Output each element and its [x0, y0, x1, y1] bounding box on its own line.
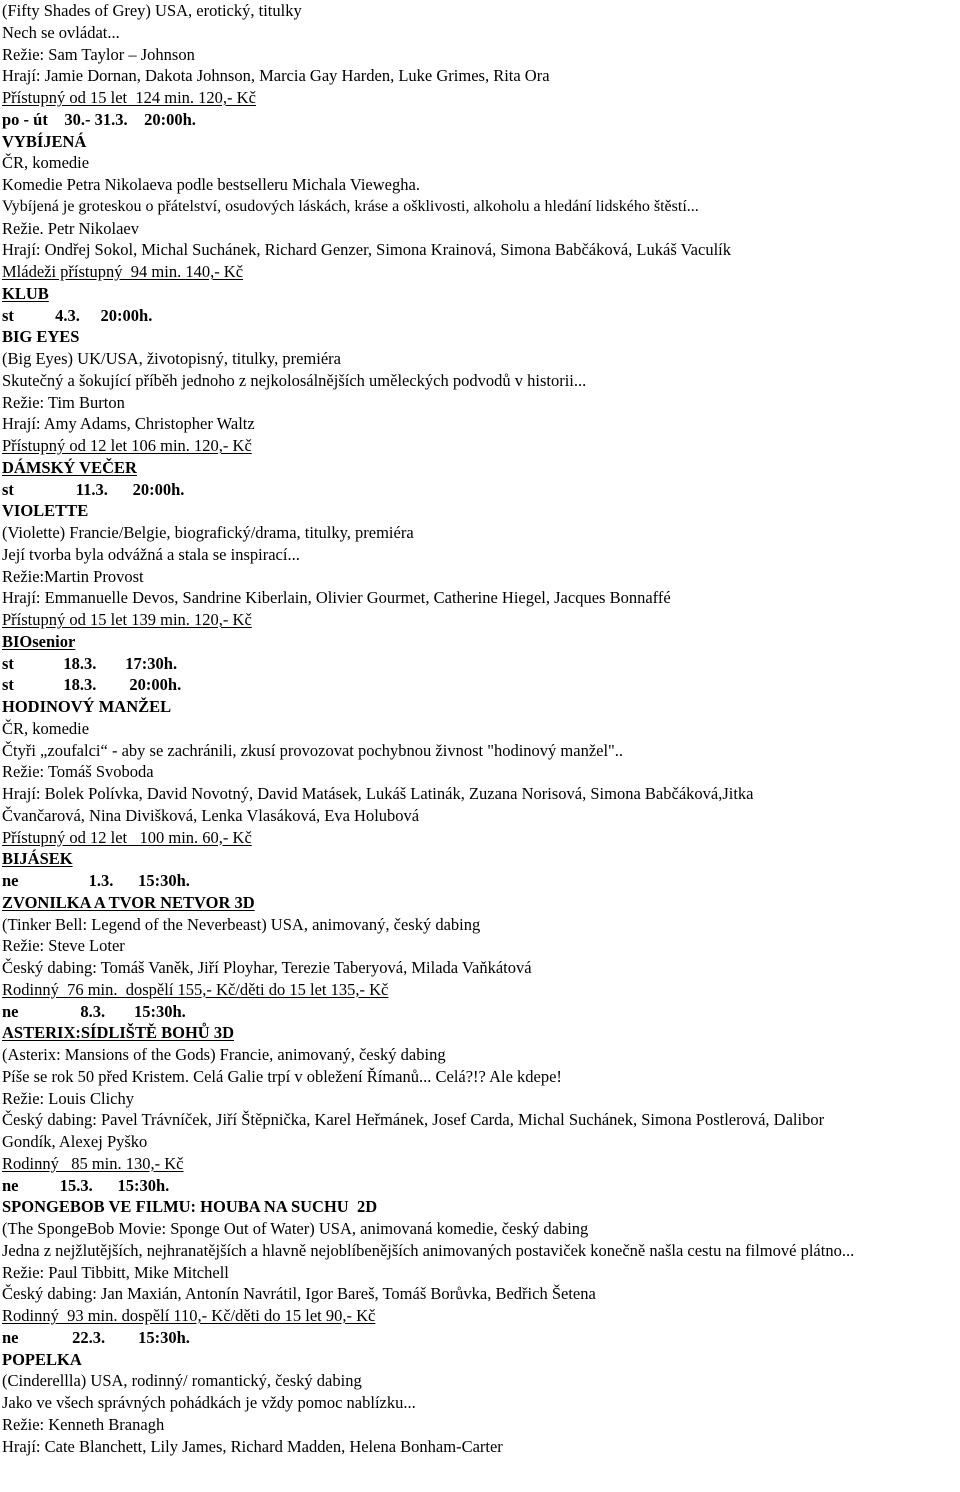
- heading-line: BIJÁSEK: [2, 849, 73, 869]
- heading-line: BIOsenior: [2, 631, 76, 651]
- text-line: Režie: Paul Tibbitt, Mike Mitchell: [2, 1262, 229, 1282]
- heading-line: HODINOVÝ MANŽEL: [2, 697, 172, 716]
- heading-line: VYBÍJENÁ: [2, 131, 87, 151]
- heading-line: ne 8.3. 15:30h.: [2, 1001, 186, 1021]
- text-line: (Big Eyes) UK/USA, životopisný, titulky, premiéra: [2, 349, 341, 368]
- text-line: Rodinný 93 min. dospělí 110,- Kč/děti do 15 let 90,- Kč: [2, 1306, 376, 1325]
- heading-line: DÁMSKÝ VEČER: [2, 457, 137, 477]
- text-line: Hrají: Amy Adams, Christopher Waltz: [2, 414, 255, 434]
- text-line: (Asterix: Mansions of the Gods) Francie, animovaný, český dabing: [2, 1045, 446, 1064]
- text-line: Český dabing: Tomáš Vaněk, Jiří Ployhar, Terezie Taberyová, Milada Vaňkátová: [2, 958, 532, 977]
- heading-line: po - út 30.- 31.3. 20:00h.: [2, 109, 196, 129]
- text-line: Hrají: Emmanuelle Devos, Sandrine Kiberlain, Olivier Gourmet, Catherine Hiegel, Jacques Bonnaffé: [2, 588, 671, 608]
- text-line: Přístupný od 12 let 106 min. 120,- Kč: [2, 436, 252, 455]
- text-line: Hrají: Bolek Polívka, David Novotný, David Matásek, Lukáš Latinák, Zuzana Norisová, Simona Babčáková,Jitka: [2, 784, 754, 803]
- text-line: Skutečný a šokující příběh jednoho z nejkolosálnějších uměleckých podvodů v historii...: [2, 370, 587, 390]
- heading-line: POPELKA: [2, 1349, 82, 1369]
- text-line: Čvančarová, Nina Divišková, Lenka Vlasáková, Eva Holubová: [2, 805, 420, 825]
- text-line: Přístupný od 12 let 100 min. 60,- Kč: [2, 827, 252, 847]
- text-line: Vybíjená je groteskou o přátelství, osudových láskách, kráse a ošklivosti, alkoholu a hledání lidského štěstí...: [2, 197, 699, 215]
- text-line: Jedna z nejžlutějších, nejhranatějších a hlavně nejoblíbenějších animovaných postaviček konečně našla cestu na filmové plátno...: [2, 1240, 855, 1260]
- text-line: Český dabing: Pavel Trávníček, Jiří Štěpnička, Karel Heřmánek, Josef Carda, Michal Suchánek, Simona Postlerová, Dalibor: [2, 1110, 825, 1130]
- text-line: (Tinker Bell: Legend of the Neverbeast) USA, animovaný, český dabing: [2, 914, 481, 934]
- text-line: Hrají: Cate Blanchett, Lily James, Richard Madden, Helena Bonham-Carter: [2, 1436, 503, 1456]
- text-line: Režie: Louis Clichy: [2, 1088, 134, 1108]
- heading-line: st 18.3. 17:30h.: [2, 653, 178, 673]
- heading-line: VIOLETTE: [2, 501, 89, 521]
- heading-line: st 18.3. 20:00h.: [2, 675, 182, 695]
- text-line: Její tvorba byla odvážná a stala se inspirací...: [2, 544, 300, 564]
- text-line: (Fifty Shades of Grey) USA, erotický, titulky: [2, 1, 302, 20]
- text-line: Hrají: Ondřej Sokol, Michal Suchánek, Richard Genzer, Simona Krainová, Simona Babčáková, Lukáš Vaculík: [2, 240, 731, 260]
- text-line: Český dabing: Jan Maxián, Antonín Navrátil, Igor Bareš, Tomáš Borůvka, Bedřich Šetena: [2, 1284, 596, 1304]
- text-line: Režie: Tomáš Svoboda: [2, 762, 154, 782]
- heading-line: st 4.3. 20:00h.: [2, 305, 153, 325]
- heading-line: KLUB: [2, 283, 49, 303]
- text-line: Jako ve všech správných pohádkách je vždy pomoc nablízku...: [2, 1393, 416, 1412]
- text-line: ČR, komedie: [2, 153, 90, 173]
- text-line: Režie: Kenneth Branagh: [2, 1414, 165, 1434]
- text-line: ČR, komedie: [2, 718, 90, 738]
- text-line: (Violette) Francie/Belgie, biografický/drama, titulky, premiéra: [2, 523, 414, 542]
- document-page: [2, 0, 957, 1457]
- heading-line: ne 15.3. 15:30h.: [2, 1175, 170, 1195]
- heading-line: ZVONILKA A TVOR NETVOR 3D: [2, 892, 255, 912]
- text-line: (Cinderellla) USA, rodinný/ romantický, český dabing: [2, 1371, 362, 1391]
- heading-line: ne 22.3. 15:30h.: [2, 1327, 190, 1347]
- text-line: Režie:Martin Provost: [2, 566, 144, 586]
- heading-line: st 11.3. 20:00h.: [2, 479, 185, 499]
- text-line: Režie: Tim Burton: [2, 392, 125, 412]
- text-line: Mládeži přístupný 94 min. 140,- Kč: [2, 262, 244, 281]
- heading-line: ne 1.3. 15:30h.: [2, 871, 190, 890]
- text-line: Režie: Steve Loter: [2, 936, 125, 956]
- text-line: Rodinný 76 min. dospělí 155,- Kč/děti do 15 let 135,- Kč: [2, 979, 389, 999]
- text-line: Režie: Sam Taylor – Johnson: [2, 44, 195, 64]
- text-line: Přístupný od 15 let 139 min. 120,- Kč: [2, 610, 252, 629]
- text-line: Režie. Petr Nikolaev: [2, 218, 139, 238]
- text-line: Gondík, Alexej Pyško: [2, 1132, 148, 1151]
- text-line: Komedie Petra Nikolaeva podle bestselleru Michala Viewegha.: [2, 175, 420, 194]
- heading-line: SPONGEBOB VE FILMU: HOUBA NA SUCHU 2D: [2, 1197, 378, 1217]
- text-line: Hrají: Jamie Dornan, Dakota Johnson, Marcia Gay Harden, Luke Grimes, Rita Ora: [2, 66, 550, 86]
- heading-line: ASTERIX:SÍDLIŠTĚ BOHŮ 3D: [2, 1023, 234, 1043]
- text-line: Přístupný od 15 let 124 min. 120,- Kč: [2, 88, 256, 107]
- heading-line: BIG EYES: [2, 327, 80, 347]
- text-line: Rodinný 85 min. 130,- Kč: [2, 1153, 184, 1173]
- text-line: Píše se rok 50 před Kristem. Celá Galie trpí v obležení Římanů... Celá?!? Ale kdepe!: [2, 1066, 562, 1086]
- text-line: Čtyři „zoufalci“ - aby se zachránili, zkusí provozovat pochybnou živnost "hodinový manžel"..: [2, 740, 624, 760]
- text-line: (The SpongeBob Movie: Sponge Out of Water) USA, animovaná komedie, český dabing: [2, 1219, 589, 1238]
- text-line: Nech se ovládat...: [2, 22, 120, 42]
